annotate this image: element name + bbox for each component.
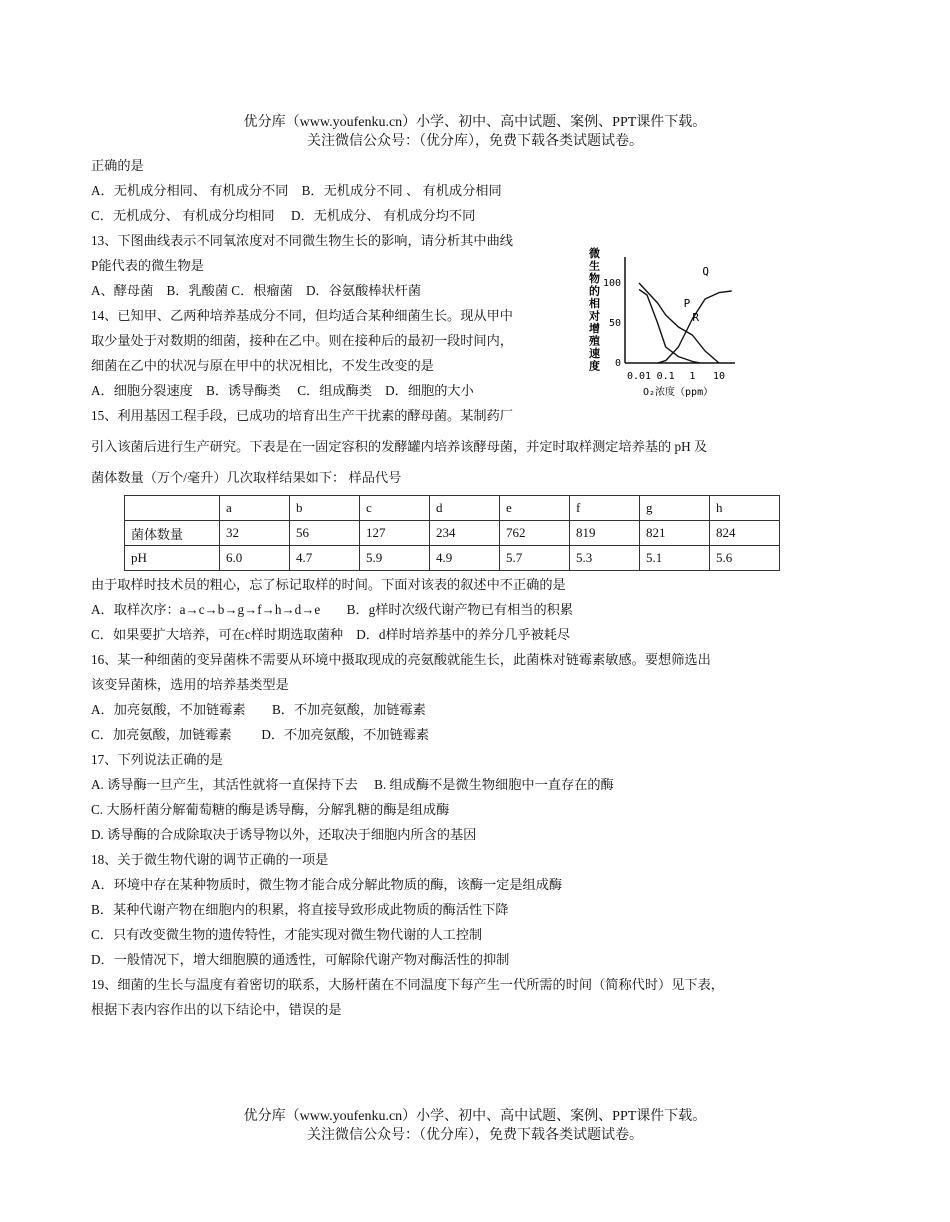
y-tick-label: 50 [608, 318, 621, 329]
series-lines [639, 265, 732, 363]
q15-stem-3: 菌体数量（万个/毫升）几次取样结果如下： 样品代号 [91, 470, 402, 485]
y-axis-label-char: 的 [589, 284, 600, 298]
table-header-row [125, 496, 780, 521]
y-axis-label-char: 相 [589, 297, 600, 310]
table-cell: 127 [360, 521, 430, 546]
q14-stem-2: 取少量处于对数期的细菌，接种在乙中。则在接种后的最初一段时间内， [91, 333, 513, 348]
q17-option-d: D. 诱导酶的合成除取决于诱导物以外，还取决于细胞内所含的基因 [91, 827, 477, 842]
series-label-r: R [692, 311, 700, 324]
q18-option-d: D．一般情况下，增大细胞膜的通透性，可解除代谢产物对酶活性的抑制 [91, 952, 510, 967]
q17-options-ab: A. 诱导酶一旦产生，其活性就将一直保持下去 B. 组成酶不是微生物细胞中一直存在的酶 [91, 777, 614, 792]
y-ticks [603, 278, 621, 369]
table-cell: 824 [710, 521, 780, 546]
q17-option-c: C. 大肠杆菌分解葡萄糖的酶是诱导酶，分解乳糖的酶是组成酶 [91, 802, 450, 817]
table-cell: pH [125, 546, 220, 571]
page-header [0, 113, 950, 151]
y-axis-label-char: 物 [589, 272, 600, 285]
y-axis-label-char: 对 [589, 309, 600, 323]
series-line-p [639, 289, 700, 363]
q12-tail: 正确的是 [91, 158, 144, 173]
q16-stem-2: 该变异菌株，选用的培养基类型是 [91, 677, 289, 692]
x-tick-label: 1 [689, 371, 696, 382]
header-line-1: 优分库（www.youfenku.cn）小学、初中、高中试题、案例、PPT课件下载。 [243, 115, 707, 130]
x-tick-label: 0.1 [656, 371, 675, 382]
table-cell: 5.1 [640, 546, 710, 571]
q14-stem-1: 14、已知甲、乙两种培养基成分不同，但均适合某种细菌生长。现从甲中 [91, 308, 513, 323]
q13-stem-2: P能代表的微生物是 [91, 258, 204, 273]
table-cell: f [570, 496, 640, 521]
q18-option-b: B．某种代谢产物在细胞内的积累，将直接导致形成此物质的酶活性下降 [91, 902, 509, 917]
table-cell: 234 [430, 521, 500, 546]
table-cell: h [710, 496, 780, 521]
table-cell: g [640, 496, 710, 521]
series-line-q [658, 291, 732, 363]
table-cell: 821 [640, 521, 710, 546]
table-row [125, 546, 780, 571]
header-line-2: 关注微信公众号：（优分库），免费下载各类试题试卷。 [307, 134, 643, 149]
y-tick-label: 0 [614, 358, 621, 369]
series-line-r [639, 283, 719, 363]
x-axis-label: O₂浓度（ppm） [643, 387, 714, 398]
q12-options-cd: C．无机成分、 有机成分均相同 D．无机成分、 有机成分均不同 [91, 208, 476, 223]
table-cell: c [360, 496, 430, 521]
table-cell: 762 [500, 521, 570, 546]
q16-options-cd: C．加亮氨酸，加链霉素 D．不加亮氨酸，不加链霉素 [91, 727, 430, 742]
q16-options-ab: A．加亮氨酸，不加链霉素 B．不加亮氨酸，加链霉素 [91, 702, 426, 717]
q19-stem-2: 根据下表内容作出的以下结论中，错误的是 [91, 1002, 342, 1017]
q13-options: A、酵母菌 B．乳酸菌 C．根瘤菌 D．谷氨酸棒状杆菌 [91, 283, 422, 298]
page-footer [0, 1107, 950, 1145]
table-cell: 4.9 [430, 546, 500, 571]
q15-stem-1: 15、利用基因工程手段，已成功的培育出生产干扰素的酵母菌。某制药厂 [91, 408, 513, 423]
y-axis-label-char: 度 [589, 359, 600, 373]
q15-stem-2: 引入该菌后进行生产研究。下表是在一固定容积的发酵罐内培养该酵母菌，并定时取样测定培养基的 pH 及 [91, 439, 708, 454]
q15-options-ab: A．取样次序：a→c→b→g→f→h→d→e B．g样时次级代谢产物已有相当的积累 [91, 602, 574, 617]
y-axis-label-char: 生 [589, 259, 600, 273]
table-cell: 6.0 [220, 546, 290, 571]
table-cell: 4.7 [290, 546, 360, 571]
q17-stem: 17、下列说法正确的是 [91, 752, 223, 767]
table-cell: 819 [570, 521, 640, 546]
q13-stem-1: 13、下图曲线表示不同氧浓度对不同微生物生长的影响，请分析其中曲线 [91, 233, 513, 248]
x-ticks [627, 371, 725, 382]
table-cell: d [430, 496, 500, 521]
q18-stem: 18、关于微生物代谢的调节正确的一项是 [91, 852, 329, 867]
q18-option-c: C．只有改变微生物的遗传特性，才能实现对微生物代谢的人工控制 [91, 927, 483, 942]
q15-options-cd: C．如果要扩大培养，可在c样时期选取菌种 D．d样时培养基中的养分几乎被耗尽 [91, 627, 571, 642]
q18-option-a: A．环境中存在某种物质时，微生物才能合成分解此物质的酶，该酶一定是组成酶 [91, 877, 563, 892]
table-cell [125, 496, 220, 521]
table-cell: a [220, 496, 290, 521]
table-row [125, 521, 780, 546]
y-axis-label-char: 微 [589, 247, 600, 260]
table-cell: 5.3 [570, 546, 640, 571]
table-cell: 56 [290, 521, 360, 546]
series-label-p: P [683, 297, 691, 310]
table-cell: 菌体数量 [125, 521, 220, 546]
footer-line-1: 优分库（www.youfenku.cn）小学、初中、高中试题、案例、PPT课件下载。 [243, 1109, 707, 1124]
x-tick-label: 0.01 [626, 371, 652, 382]
y-axis-label-char: 增 [589, 322, 600, 335]
q14-options: A．细胞分裂速度 B．诱导酶类 C．组成酶类 D．细胞的大小 [91, 383, 474, 398]
table-cell: 5.9 [360, 546, 430, 571]
q14-stem-3: 细菌在乙中的状况与原在甲中的状况相比，不发生改变的是 [91, 358, 434, 373]
q12-options-ab: A．无机成分相同、 有机成分不同 B．无机成分不同 、 有机成分相同 [91, 183, 502, 198]
series-label-q: Q [702, 265, 709, 278]
table-cell: e [500, 496, 570, 521]
table-cell: 32 [220, 521, 290, 546]
y-tick-label: 100 [602, 278, 621, 289]
q16-stem-1: 16、某一种细菌的变异菌株不需要从环境中摄取现成的亮氨酸就能生长，此菌株对链霉素敏感。要想筛选出 [91, 652, 711, 667]
y-axis-label [588, 246, 600, 373]
table-cell: 5.7 [500, 546, 570, 571]
table-cell: 5.6 [710, 546, 780, 571]
q19-stem-1: 19、细菌的生长与温度有着密切的联系，大肠杆菌在不同温度下每产生一代所需的时间（简称代时）见下表， [91, 977, 724, 992]
q15-after-table: 由于取样时技术员的粗心，忘了标记取样的时间。下面对该表的叙述中不正确的是 [91, 577, 566, 592]
y-axis-label-char: 速 [589, 347, 600, 360]
o2-growth-chart [585, 245, 745, 400]
table-cell: b [290, 496, 360, 521]
footer-line-2: 关注微信公众号：（优分库），免费下载各类试题试卷。 [307, 1128, 643, 1143]
sample-table [124, 495, 780, 571]
y-axis-label-char: 殖 [589, 334, 600, 348]
x-tick-label: 10 [712, 371, 726, 382]
